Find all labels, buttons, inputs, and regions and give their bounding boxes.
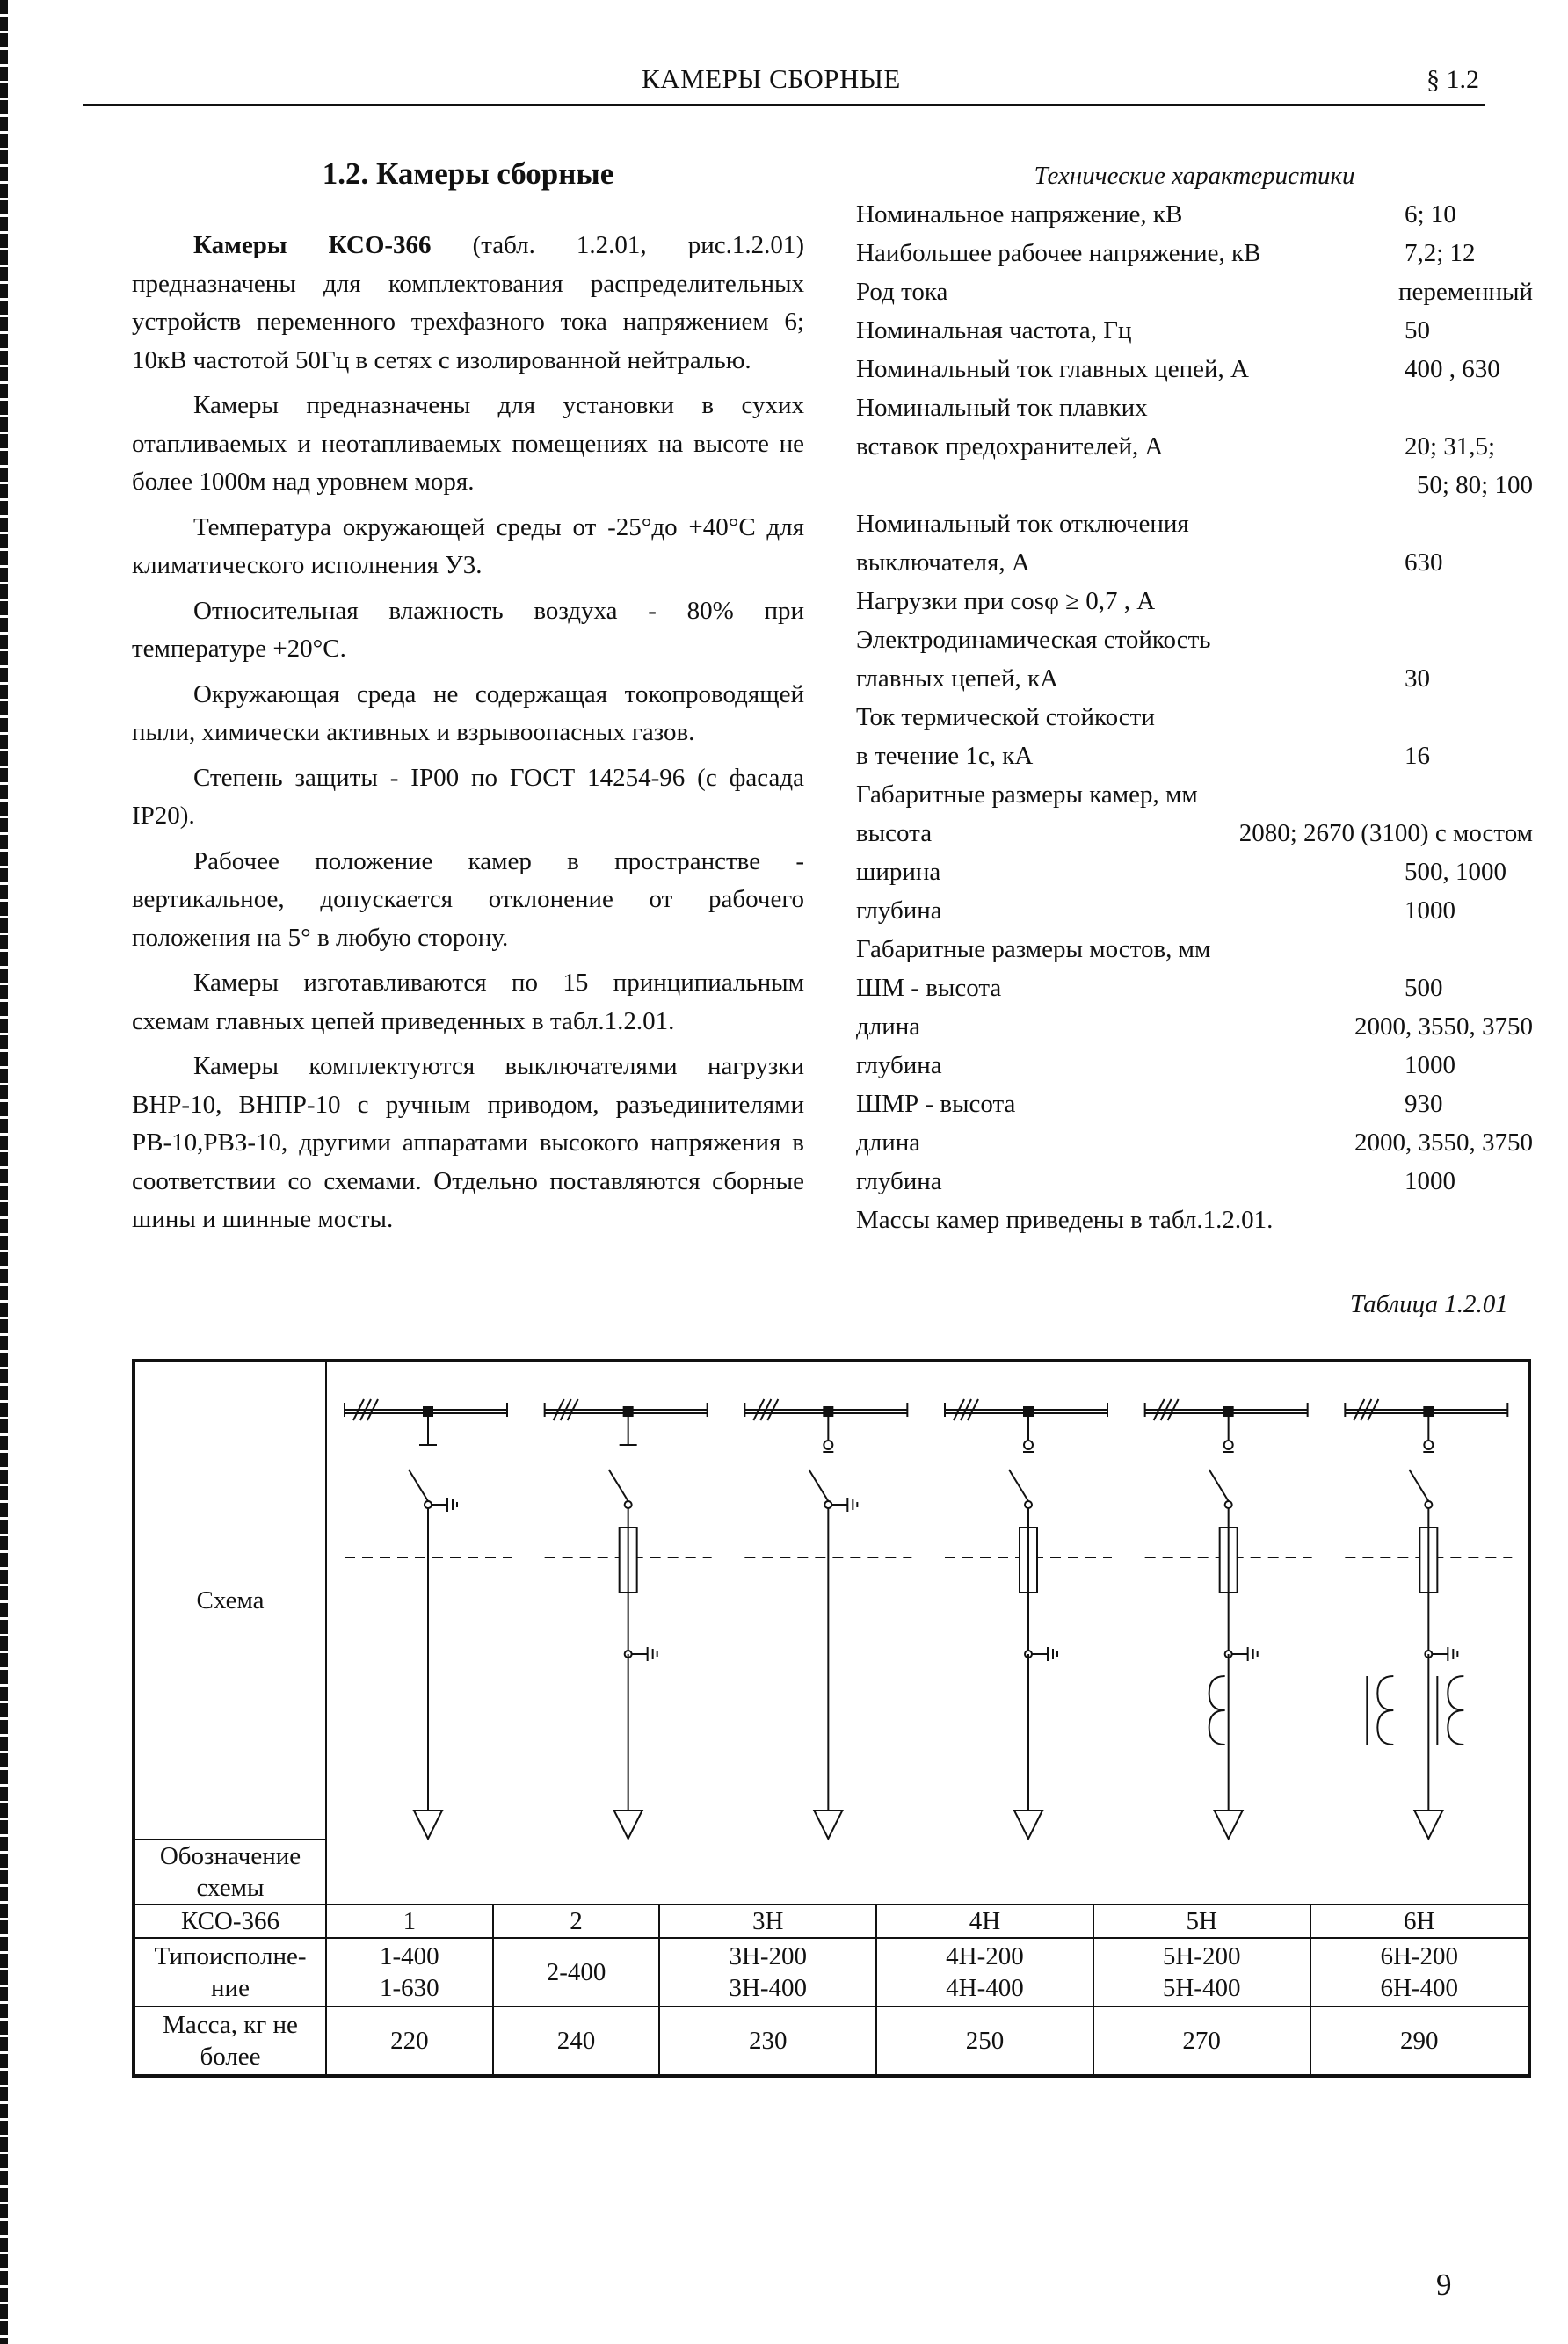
schematic-2 [545,1399,712,1839]
tech-row [856,543,1533,582]
schematic-5 [1145,1399,1312,1839]
paragraph: Степень защиты - IP00 по ГОСТ 14254-96 (с фасада IP20). [132,763,804,830]
tech-row [856,1201,1533,1239]
tech-row [856,698,1533,737]
contact-node [1424,1441,1433,1449]
tech-row-label: выключателя, А [856,548,1030,577]
busbar-tap [424,1407,432,1416]
switch-blade [1409,1470,1428,1501]
contact-node [824,1441,832,1449]
tech-row [856,969,1533,1007]
scheme-number-cell: 1 [326,1905,493,1938]
switch-blade [809,1470,828,1501]
tech-row [856,1085,1533,1123]
mass-cell: 220 [326,2007,493,2076]
tech-row-label: в течение 1с, кА [856,742,1034,770]
tech-row-value: 50 [1405,316,1430,345]
tech-row [856,582,1533,620]
mass-row [134,2007,1529,2076]
tech-row-label: Номинальный ток главных цепей, А [856,355,1249,383]
mass-cell: 230 [659,2007,876,2076]
tech-row-label: ШМР - высота [856,1090,1016,1118]
kso-label: КСО-366 [134,1905,326,1938]
tech-row-value: 930 [1405,1090,1443,1118]
load-arrow [1215,1811,1243,1839]
busbar-tap [1024,1407,1033,1416]
type-label: Типоисполне-ние [134,1938,326,2007]
tech-row [856,272,1533,311]
intro-paragraph [132,227,804,380]
tech-row [856,388,1533,427]
switch-node [1425,1501,1432,1508]
mass-label: Масса, кг не более [134,2007,326,2076]
tech-row-value: 2080; 2670 (3100) с мостом [1238,819,1533,847]
tech-row [856,737,1533,775]
tech-row-label: вставок предохранителей, А [856,432,1164,461]
tech-row [856,427,1533,466]
table-caption: Таблица 1.2.01 [1350,1290,1508,1318]
designation-label: Обозначение схемы [134,1840,326,1905]
mass-cell: 240 [493,2007,660,2076]
tech-row [856,1007,1533,1046]
tech-row-value: 500 [1405,974,1443,1002]
tech-row [856,504,1533,543]
tech-row [856,1046,1533,1085]
tech-row-value: 7,2; 12 [1405,239,1476,267]
tech-row-value: 400 , 630 [1405,355,1500,383]
busbar-tap [624,1407,633,1416]
scheme-number-cell: 5Н [1093,1905,1310,1938]
tech-row-label: Ток термической стойкости [856,703,1155,731]
switch-blade [609,1470,628,1501]
tech-row [856,930,1533,969]
tech-row-label: Наибольшее рабочее напряжение, кВ [856,239,1261,267]
load-arrow [1414,1811,1442,1839]
current-transformer-coil [1448,1676,1463,1745]
paragraph: Камеры изготавливаются по 15 принципиальным схемам главных цепей приведенных в табл.1.2.01. [132,969,804,1035]
type-value: 2-400 [546,1958,606,1986]
busbar-tap [824,1407,832,1416]
tech-row-label: Род тока [856,278,948,306]
tech-row-label: высота [856,819,933,847]
schematic-1 [345,1399,512,1839]
type-cell [1310,1938,1529,2007]
busbar-tap [1224,1407,1233,1416]
tech-row [856,853,1533,891]
section-title: 1.2. Камеры сборные [322,156,614,191]
busbar-tap [1424,1407,1433,1416]
kso-row [134,1905,1529,1938]
tech-rows [856,195,1533,1239]
intro-text: (табл. 1.2.01, рис.1.2.01) предназначены для комплектования распределительных устройств переменного трехфазного тока напряжением 6; 10кВ частотой 50Гц в сетях с изолированной нейтралью. [132,231,804,374]
running-header-section: § 1.2 [1426,65,1479,94]
schema-drawings-cell [326,1361,1529,1905]
tech-row-value: 500, 1000 [1405,858,1506,886]
load-arrow [814,1811,842,1839]
mass-cell: 270 [1093,2007,1310,2076]
paragraph: Рабочее положение камер в пространстве - вертикальное, допускается отклонение от рабочего положения на 5° в любую сторону. [132,846,804,952]
tech-row-label: Габаритные размеры мостов, мм [856,935,1211,963]
tech-row [856,350,1533,388]
type-row [134,1938,1529,2007]
tech-row-label: глубина [856,896,942,925]
scheme-number-cell: 4Н [876,1905,1093,1938]
current-transformer-coil [1377,1676,1393,1745]
switch-node [625,1501,632,1508]
tech-row-label: Номинальная частота, Гц [856,316,1132,345]
switch-blade [1209,1470,1229,1501]
tech-title: Технические характеристики [1034,162,1355,190]
scheme-number-cell: 2 [493,1905,660,1938]
type-value: 1-400 [380,1942,439,1970]
type-value: 5Н-400 [1162,1974,1241,2002]
switch-node [1225,1501,1232,1508]
tech-row [856,620,1533,659]
paragraph: Окружающая среда не содержащая токопроводящей пыли, химически активных и взрывоопасных газов. [132,679,804,746]
schematic-6 [1345,1399,1512,1839]
tech-row-label: Номинальное напряжение, кВ [856,200,1183,229]
type-value: 4Н-400 [946,1974,1024,2002]
type-value: 3Н-400 [729,1974,808,2002]
contact-node [1024,1441,1033,1449]
tech-row [856,775,1533,814]
tech-row [856,891,1533,930]
paragraph: Камеры комплектуются выключателями нагрузки ВНР-10, ВНПР-10 с ручным приводом, разъединителями РВ-10,РВЗ-10, другими аппаратами высокого напряжения в соответствии со схемами. Отдельно поставляются сборные шины и шинные мосты. [132,1052,804,1233]
tech-row [856,659,1533,698]
mass-cell: 250 [876,2007,1093,2076]
tech-row-label: длина [856,1012,921,1041]
tech-row-value: 2000, 3550, 3750 [1354,1128,1533,1157]
paragraph: Камеры предназначены для установки в сухих отапливаемых и неотапливаемых помещениях на высоте не более 1000м над уровнем моря. [132,391,804,496]
type-value: 4Н-200 [946,1942,1024,1970]
tech-row-label: глубина [856,1167,942,1195]
schematic-3 [744,1399,911,1839]
type-cell [326,1938,493,2007]
tech-row-label: глубина [856,1051,942,1079]
page-number: 9 [1436,2268,1452,2302]
load-arrow [414,1811,442,1839]
scheme-number-cell: 6Н [1310,1905,1529,1938]
tech-row [856,1162,1533,1201]
paragraph: Температура окружающей среды от -25°до +40°С для климатического исполнения У3. [132,512,804,579]
switch-blade [409,1470,428,1501]
earth-node [425,1501,432,1508]
tech-row-label: Габаритные размеры камер, мм [856,780,1198,809]
circuit-schematics [327,1373,1528,1893]
type-value: 6Н-200 [1380,1942,1459,1970]
earth-node [824,1501,831,1508]
type-cell [493,1938,660,2007]
switch-blade [1009,1470,1028,1501]
tech-row-label: ширина [856,858,941,886]
tech-row-value: 20; 31,5; [1405,432,1496,461]
tech-row-value: 50; 80; 100 [1416,471,1533,499]
tech-row-value: 30 [1405,664,1430,693]
binding-edge [0,0,8,2344]
current-transformer-coil [1209,1676,1225,1745]
schema-label: Схема [134,1361,326,1840]
scheme-number-cell: 3Н [659,1905,876,1938]
tech-row [856,311,1533,350]
tech-row-label: длина [856,1128,921,1157]
tech-row-value: 1000 [1405,1051,1455,1079]
tech-row-label: главных цепей, кА [856,664,1059,693]
tech-row [856,195,1533,234]
tech-row-label: Нагрузки при cosφ ≥ 0,7 , А [856,587,1156,615]
contact-node [1224,1441,1233,1449]
schematic-4 [945,1399,1112,1839]
tech-row-value: 630 [1405,548,1443,577]
tech-row-value: 1000 [1405,1167,1455,1195]
running-header-title: КАМЕРЫ СБОРНЫЕ [642,63,901,94]
schemes-table [132,1359,1531,2078]
tech-row-value: 6; 10 [1405,200,1456,229]
tech-characteristics [856,156,1533,1239]
tech-row-label: Электродинамическая стойкость [856,626,1211,654]
type-value: 1-630 [380,1974,439,2002]
load-arrow [614,1811,642,1839]
tech-row-value: 1000 [1405,896,1455,925]
tech-row-value: 2000, 3550, 3750 [1354,1012,1533,1041]
left-column [132,156,804,1246]
tech-row [856,466,1533,504]
intro-lead: Камеры КСО-366 [193,231,432,259]
type-value: 6Н-400 [1380,1974,1459,2002]
type-cell [1093,1938,1310,2007]
tech-row-label: Массы камер приведены в табл.1.2.01. [856,1206,1274,1234]
tech-row-value: переменный [1397,278,1533,306]
type-value: 5Н-200 [1162,1942,1241,1970]
schema-row [134,1361,1529,1840]
tech-row-label: ШМ - высота [856,974,1002,1002]
tech-row-label: Номинальный ток плавких [856,394,1148,422]
tech-row [856,234,1533,272]
tech-row [856,1123,1533,1162]
tech-row-label: Номинальный ток отключения [856,510,1189,538]
mass-cell: 290 [1310,2007,1529,2076]
type-value: 3Н-200 [729,1942,808,1970]
header-rule [83,104,1485,106]
tech-row [856,814,1533,853]
type-cell [876,1938,1093,2007]
type-cell [659,1938,876,2007]
paragraph: Относительная влажность воздуха - 80% при температуре +20°С. [132,596,804,663]
tech-row-value: 16 [1405,742,1430,770]
switch-node [1025,1501,1032,1508]
load-arrow [1014,1811,1042,1839]
